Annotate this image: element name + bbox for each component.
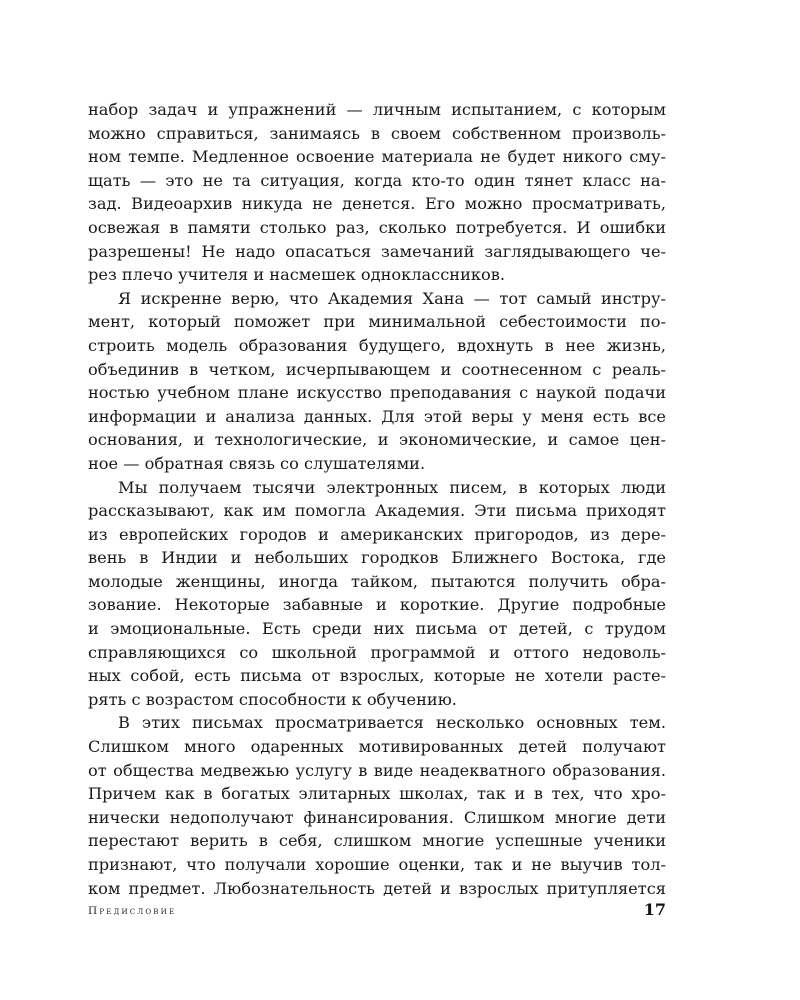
text-line: ных собой, есть письма от взрослых, которые не хотели расте- [88, 666, 666, 686]
text-line: рез плечо учителя и насмешек одноклассников. [88, 265, 505, 285]
text-line: набор задач и упражнений — личным испытанием, с которым [88, 100, 666, 119]
text-line: разрешены! Не надо опасаться замечаний заглядывающего че- [88, 241, 666, 261]
text-line: и эмоциональные. Есть среди них письма от детей, с трудом [88, 619, 666, 639]
text-line: перестают верить в себя, слишком многие успешные ученики [88, 831, 666, 851]
text-line: Причем как в богатых элитарных школах, так и в тех, что хро- [88, 784, 666, 804]
paragraph-first-line: Я искренне верю, что Академия Хана — тот самый инстру- [118, 288, 666, 308]
text-line: ное — обратная связь со слушателями. [88, 453, 426, 473]
paragraph-first-line: В этих письмах просматривается несколько основных тем. [118, 713, 666, 733]
text-line: объединив в четком, исчерпывающем и соотнесенном с реаль- [88, 359, 666, 379]
text-line: вень в Индии и небольших городков Ближнего Востока, где [88, 548, 666, 568]
text-line: молодые женщины, иногда тайком, пытаются получить обра- [88, 571, 666, 591]
text-line: ном темпе. Медленное освоение материала не будет никого сму- [88, 147, 666, 167]
text-line: рять с возрастом способности к обучению. [88, 689, 457, 709]
text-line: строить модель образования будущего, вдохнуть в нее жизнь, [88, 335, 666, 355]
body-text [88, 98, 666, 900]
text-line: освежая в памяти столько раз, сколько потребуется. И ошибки [88, 217, 666, 237]
text-line: Слишком много одаренных мотивированных детей получают [88, 737, 666, 757]
page-number: 17 [643, 900, 666, 919]
text-line: щать — это не та ситуация, когда кто-то один тянет класс на- [88, 170, 666, 190]
text-line: можно справиться, занимаясь в своем собственном произволь- [88, 123, 666, 143]
text-line: от общества медвежью услугу в виде неадекватного образования. [88, 760, 666, 780]
text-line: информации и анализа данных. Для этой веры у меня есть все [88, 406, 666, 426]
text-line: мент, который поможет при минимальной себестоимости по- [88, 312, 666, 332]
text-line: зад. Видеоархив никуда не денется. Его можно просматривать, [88, 194, 666, 214]
running-footer-section: Предисловие [88, 905, 177, 917]
text-line: ком предмет. Любознательность детей и взрослых притупляется [88, 878, 666, 898]
text-line: основания, и технологические, и экономические, и самое цен- [88, 430, 666, 450]
text-line: из европейских городов и американских пригородов, из дере- [88, 524, 666, 544]
text-line: нически недополучают финансирования. Слишком многие дети [88, 807, 666, 827]
text-line: рассказывают, как им помогла Академия. Эти письма приходят [88, 501, 666, 521]
text-line: признают, что получали хорошие оценки, так и не выучив тол- [88, 855, 666, 874]
text-line: справляющихся со школьной программой и оттого недоволь- [88, 642, 666, 662]
text-line: зование. Некоторые забавные и короткие. Другие подробные [88, 595, 666, 615]
text-line: ностью учебном плане искусство преподавания с наукой подачи [88, 383, 666, 403]
paragraph-first-line: Мы получаем тысячи электронных писем, в которых люди [118, 477, 666, 497]
